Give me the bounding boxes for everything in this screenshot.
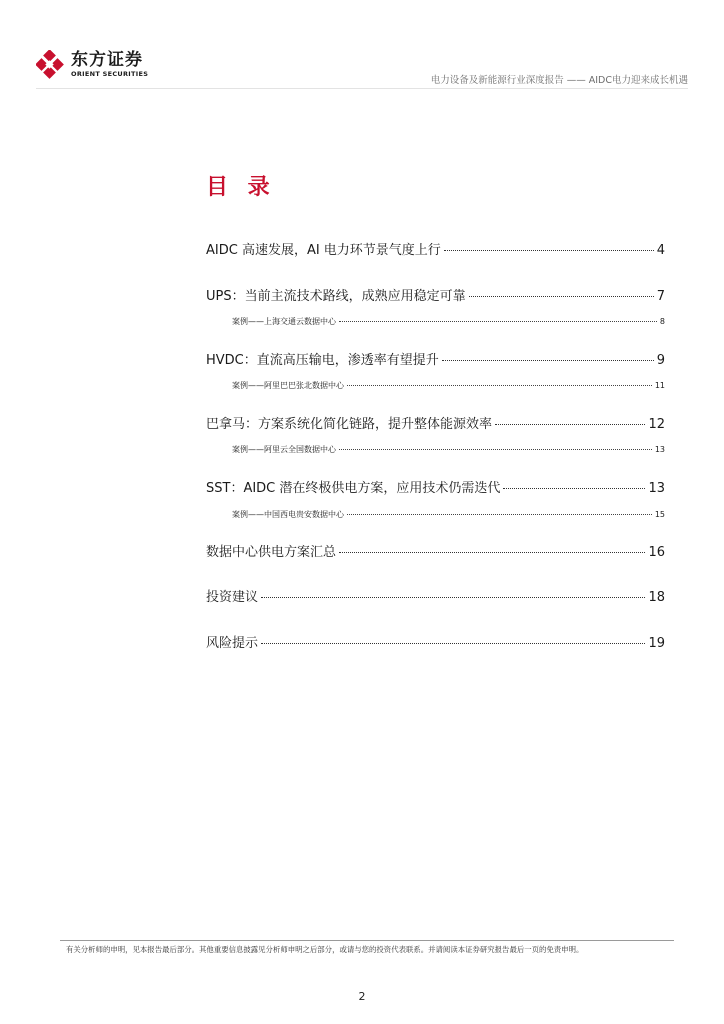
toc-entry[interactable]	[206, 477, 665, 496]
toc-entry-page: 4	[656, 243, 665, 258]
report-title: 电力设备及新能源行业深度报告 —— AIDC电力迎来成长机遇	[430, 75, 688, 86]
toc-entry-page: 9	[656, 353, 665, 368]
toc-entry-label: AIDC 高速发展，AI 电力环节景气度上行	[206, 243, 441, 258]
toc-entry-page: 11	[654, 381, 665, 390]
toc-entry-page: 8	[659, 317, 665, 326]
toc-subentry[interactable]	[232, 316, 665, 327]
toc-entry[interactable]	[206, 541, 665, 560]
toc-leader-dots	[444, 250, 654, 251]
toc-entry[interactable]	[206, 239, 665, 258]
toc-entry-label: 数据中心供电方案汇总	[206, 545, 337, 560]
toc-heading: 目 录	[206, 175, 276, 200]
toc-entry-page: 7	[656, 289, 665, 304]
toc-leader-dots	[261, 597, 645, 598]
page-number: 2	[358, 990, 366, 1003]
toc-entry-page: 16	[648, 545, 665, 560]
toc-entry-page: 13	[654, 445, 665, 454]
toc-entry[interactable]	[206, 413, 665, 432]
toc-subentry[interactable]	[232, 444, 665, 455]
toc-entry-label: 案例——阿里云全国数据中心	[232, 445, 336, 454]
logo-chinese-name: 东方证券	[71, 50, 143, 70]
toc-subentry[interactable]	[232, 380, 665, 391]
toc-entry-page: 18	[648, 590, 665, 605]
toc-leader-dots	[339, 321, 657, 322]
logo-english-name: ORIENT SECURITIES	[71, 70, 149, 78]
toc-entry-label: HVDC：直流高压输电，渗透率有望提升	[206, 353, 439, 368]
toc-entry-label: 投资建议	[206, 590, 259, 605]
toc-entry-label: 案例——上海交通云数据中心	[232, 317, 336, 326]
toc-entry-page: 15	[654, 510, 665, 519]
toc-entry-page: 12	[648, 417, 665, 432]
orient-securities-logo	[36, 50, 148, 80]
toc-subentry[interactable]	[232, 509, 665, 520]
toc-entry[interactable]	[206, 349, 665, 368]
footer-divider	[60, 940, 674, 941]
toc-leader-dots	[347, 514, 652, 515]
toc-leader-dots	[469, 296, 654, 297]
toc-leader-dots	[347, 385, 652, 386]
toc-entry-label: 案例——阿里巴巴张北数据中心	[232, 381, 344, 390]
footer-disclaimer: 有关分析师的申明，见本报告最后部分。其他重要信息披露见分析师申明之后部分，或请与您的投资代表联系。并请阅读本证券研究报告最后一页的免责申明。	[66, 945, 584, 954]
toc-entry-label: SST：AIDC 潜在终极供电方案，应用技术仍需迭代	[206, 481, 501, 496]
toc-entry[interactable]	[206, 285, 665, 304]
toc-leader-dots	[339, 552, 645, 553]
header-divider	[36, 88, 688, 89]
toc-leader-dots	[339, 449, 652, 450]
logo-mark-icon	[36, 50, 66, 80]
toc-entry-label: 案例——中国西电贵安数据中心	[232, 510, 344, 519]
toc-entry-label: UPS：当前主流技术路线，成熟应用稳定可靠	[206, 289, 466, 304]
toc-entry[interactable]	[206, 632, 665, 651]
toc-leader-dots	[503, 488, 645, 489]
toc-entry-label: 风险提示	[206, 636, 259, 651]
toc-entry-page: 19	[648, 636, 665, 651]
toc-entry-page: 13	[648, 481, 665, 496]
toc-entry-label: 巴拿马：方案系统化简化链路，提升整体能源效率	[206, 417, 493, 432]
toc-entry[interactable]	[206, 586, 665, 605]
toc-leader-dots	[442, 360, 654, 361]
toc-leader-dots	[261, 643, 645, 644]
toc-leader-dots	[495, 424, 645, 425]
